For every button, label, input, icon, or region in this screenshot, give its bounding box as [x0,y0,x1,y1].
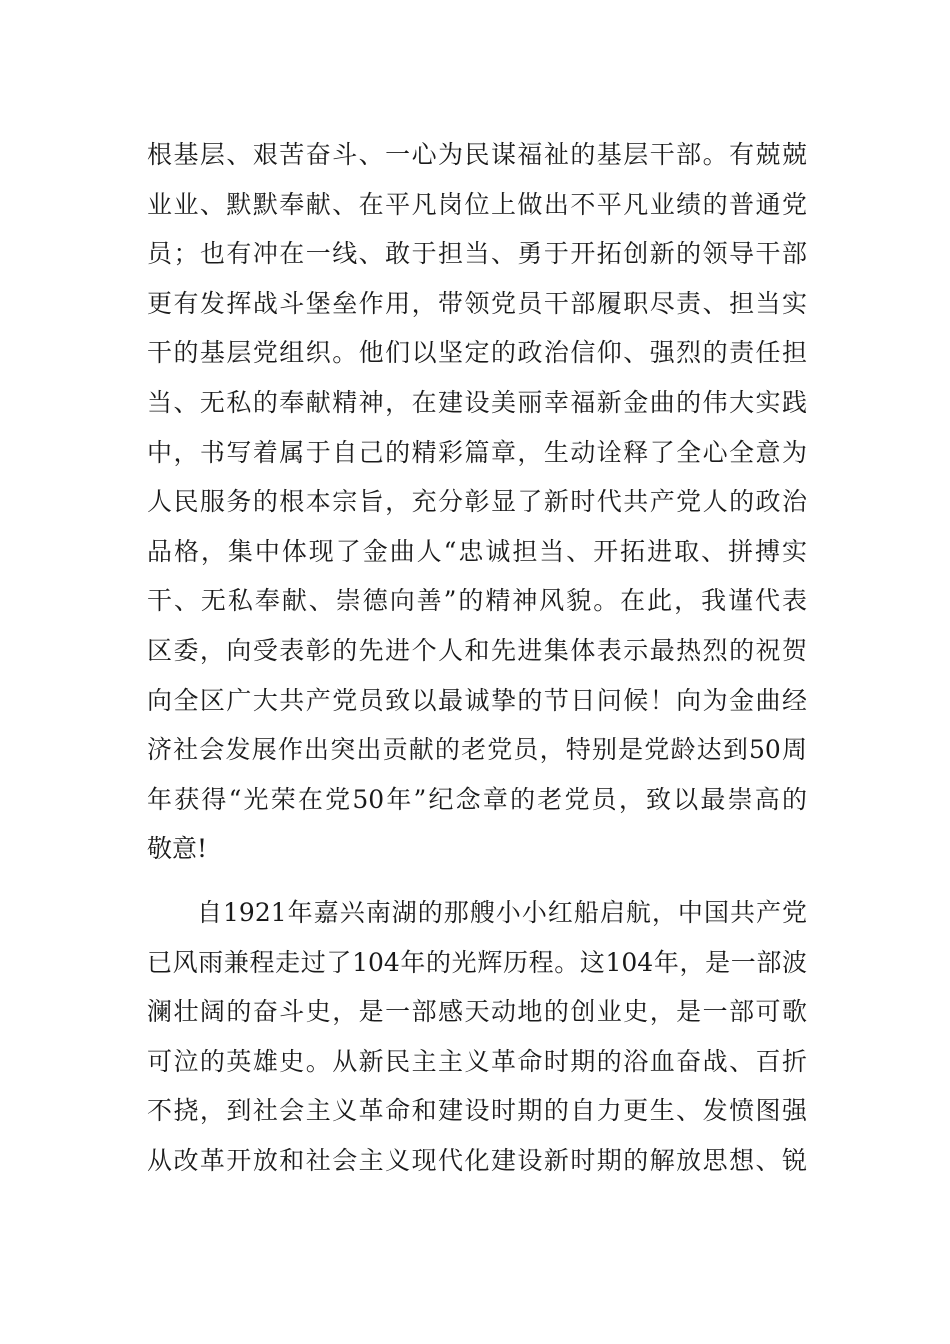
text-line: 已风雨兼程走过了104年的光辉历程。这104年，是一部波 [147,947,807,977]
paragraph-spacer [147,874,807,888]
text-line: 人民服务的根本宗旨，充分彰显了新时代共产党人的政治 [147,487,807,517]
text-line: 根基层、艰苦奋斗、一心为民谋福祉的基层干部。有兢兢 [147,140,807,169]
paragraph-2 [147,888,807,1186]
text-line: 员；也有冲在一线、敢于担当、勇于开拓创新的领导干部 [147,239,807,269]
body-text [147,130,807,1185]
text-line: 澜壮阔的奋斗史，是一部感天动地的创业史，是一部可歌 [147,997,807,1027]
text-line: 干、无私奉献、崇德向善”的精神风貌。在此，我谨代表 [147,586,807,616]
text-line: 可泣的英雄史。从新民主主义革命时期的浴血奋战、百折 [147,1046,807,1076]
text-line: 中，书写着属于自己的精彩篇章，生动诠释了全心全意为 [147,437,807,467]
text-line: 业业、默默奉献、在平凡岗位上做出不平凡业绩的普通党 [147,189,807,219]
text-line: 品格，集中体现了金曲人“忠诚担当、开拓进取、拼搏实 [147,536,807,566]
text-line: 从改革开放和社会主义现代化建设新时期的解放思想、锐 [147,1145,807,1175]
text-line: 济社会发展作出突出贡献的老党员，特别是党龄达到50周 [147,735,807,765]
text-line: 敬意! [147,834,208,864]
text-line: 当、无私的奉献精神，在建设美丽幸福新金曲的伟大实践 [147,387,807,417]
text-line: 自1921年嘉兴南湖的那艘小小红船启航，中国共产党 [197,897,807,927]
text-line: 更有发挥战斗堡垒作用，带领党员干部履职尽责、担当实 [147,288,807,318]
text-line: 干的基层党组织。他们以坚定的政治信仰、强烈的责任担 [147,338,807,368]
text-line: 区委，向受表彰的先进个人和先进集体表示最热烈的祝贺 [147,635,807,665]
text-line: 年获得“光荣在党50年”纪念章的老党员，致以最崇高的 [147,784,807,814]
text-line: 向全区广大共产党员致以最诚挚的节日问候！向为金曲经 [147,685,807,715]
text-line: 不挠，到社会主义革命和建设时期的自力更生、发愤图强 [147,1096,807,1126]
paragraph-1 [147,130,807,874]
